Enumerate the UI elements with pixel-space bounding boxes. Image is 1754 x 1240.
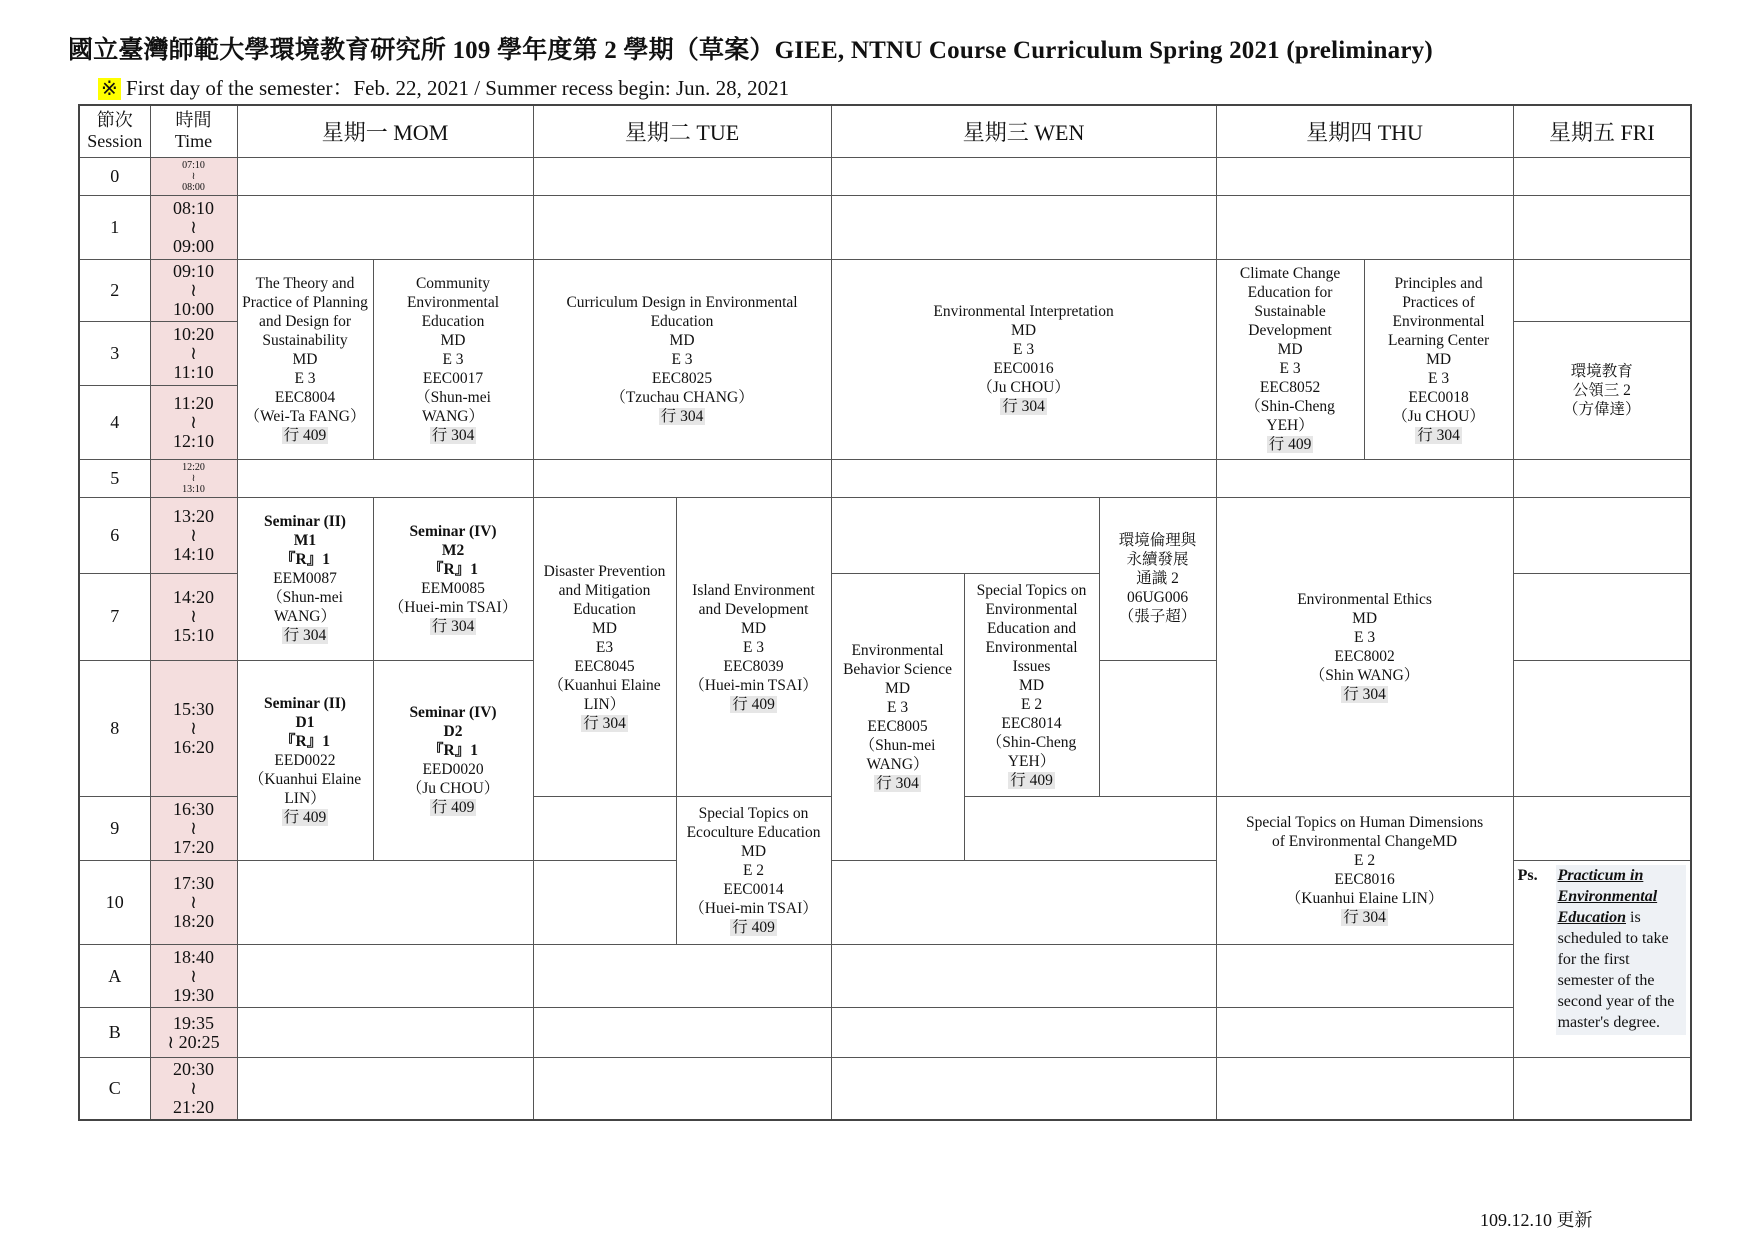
time-cell: 13:20 ≀ 14:10 — [150, 498, 237, 574]
session-row — [79, 195, 1691, 259]
time-cell: 12:20 ≀ 13:10 — [150, 460, 237, 498]
session-number: 10 — [79, 860, 150, 944]
course-line: （Huei-min TSAI） — [388, 598, 518, 616]
room-label: 行 304 — [1417, 426, 1460, 444]
course-title-line: 『R』1 — [280, 551, 330, 569]
course-cell — [533, 498, 676, 797]
room-label: 行 304 — [1002, 398, 1045, 416]
empty-cell — [1099, 660, 1216, 796]
course-line: （Ju CHOU） — [977, 379, 1070, 397]
course-cell — [373, 259, 533, 459]
course-line: E 3 — [442, 350, 464, 368]
course-title-line: M2 — [441, 541, 465, 559]
course-title-line: Seminar (IV) — [409, 704, 497, 722]
course-line: EEC8014 — [1001, 714, 1062, 732]
course-cell — [237, 259, 373, 459]
course-line: （Kuanhui Elaine LIN） — [1285, 890, 1444, 908]
session-row — [79, 1058, 1691, 1120]
course-line: （Huei-min TSAI） — [689, 899, 818, 917]
session-number: 9 — [79, 796, 150, 860]
empty-cell — [237, 1058, 533, 1120]
course-line: MD — [741, 842, 767, 860]
course-line: and Development — [698, 600, 809, 618]
course-line: Environmental — [985, 638, 1078, 656]
course-line: E 3 — [294, 369, 316, 387]
course-cell — [1099, 498, 1216, 660]
session-row — [79, 945, 1691, 1008]
course-line: E 3 — [742, 638, 765, 656]
update-date: 109.12.10 更新 — [1480, 1210, 1593, 1230]
empty-cell — [1513, 574, 1691, 660]
course-line: E 3 — [886, 699, 909, 717]
course-line: EEC8002 — [1334, 648, 1395, 665]
course-line: EEC0017 — [422, 369, 484, 387]
course-line: （Huei-min TSAI） — [689, 676, 818, 694]
course-title-line: M1 — [293, 532, 317, 550]
empty-cell — [831, 1058, 1216, 1120]
course-line: Issues — [1012, 657, 1051, 675]
empty-cell — [533, 195, 831, 259]
session-number: 1 — [79, 195, 150, 259]
course-cell — [1364, 259, 1513, 459]
room-label: 行 304 — [583, 714, 626, 732]
session-number: A — [79, 945, 150, 1008]
course-line: Environmental Ethics — [1297, 591, 1432, 608]
course-title-line: 『R』1 — [428, 742, 478, 760]
time-cell: 20:30 ≀ 21:20 — [150, 1058, 237, 1120]
course-line: MD — [1011, 322, 1037, 340]
empty-cell — [237, 460, 533, 498]
course-line: Sustainability — [262, 331, 348, 349]
course-line: EEC0016 — [993, 360, 1054, 378]
course-line: MD — [669, 331, 695, 349]
course-line: E 3 — [1013, 341, 1035, 359]
course-line: （Ju CHOU） — [1392, 407, 1485, 425]
course-line: Environmental — [406, 293, 500, 311]
course-line: EEC0018 — [1408, 388, 1469, 406]
course-line: Learning Center — [1387, 331, 1490, 349]
course-line: YEH） — [1007, 752, 1056, 770]
note-mark: ※ — [98, 78, 121, 100]
empty-cell — [1216, 945, 1513, 1008]
session-number: 5 — [79, 460, 150, 498]
time-cell: 14:20 ≀ 15:10 — [150, 574, 237, 660]
session-header: 節次 Session — [79, 105, 150, 157]
course-cell — [373, 498, 533, 660]
empty-cell — [533, 1058, 831, 1120]
course-line: EEC0014 — [723, 880, 784, 898]
time-cell: 18:40 ≀ 19:30 — [150, 945, 237, 1008]
day-header-thu: 星期四 THU — [1216, 105, 1513, 157]
time-cell: 15:30 ≀ 16:20 — [150, 660, 237, 796]
course-line: E 3 — [1428, 369, 1450, 387]
day-header-fri: 星期五 FRI — [1513, 105, 1691, 157]
course-line: Climate Change — [1239, 265, 1341, 283]
course-line: Ecoculture Education — [686, 823, 821, 841]
room-label: 行 304 — [876, 775, 919, 793]
course-line: EEC8052 — [1259, 379, 1321, 397]
course-line: Special Topics on — [698, 804, 809, 822]
course-line: Environmental — [851, 642, 944, 660]
course-line: EED0020 — [422, 761, 484, 779]
course-line: （方偉達） — [1563, 401, 1641, 419]
course-line: The Theory and — [255, 274, 355, 292]
course-line: Sustainable — [1254, 303, 1326, 321]
course-line: Development — [1248, 322, 1332, 340]
course-line: Curriculum Design in Environmental — [566, 293, 798, 311]
course-line: Behavior Science — [843, 661, 952, 679]
course-title-line: Seminar (II) — [264, 513, 346, 531]
time-cell: 08:10 ≀ 09:00 — [150, 195, 237, 259]
room-label: 行 304 — [660, 407, 704, 425]
course-line: （Tzuchau CHANG） — [610, 388, 754, 406]
course-line: WANG） — [274, 608, 336, 626]
course-line: 永續發展 — [1126, 551, 1189, 569]
course-line: WANG） — [422, 407, 484, 425]
course-line: EEC8005 — [867, 718, 928, 736]
empty-cell — [237, 860, 533, 944]
empty-cell — [1216, 460, 1513, 498]
course-line: Community — [415, 274, 491, 292]
course-line: Environmental — [1392, 312, 1485, 330]
course-line: （Wei-Ta FANG） — [244, 407, 366, 425]
course-title-line: Seminar (II) — [264, 694, 346, 712]
course-cell — [831, 259, 1216, 459]
course-line: EEC8016 — [1334, 871, 1395, 889]
room-label: 行 409 — [1268, 436, 1312, 454]
practicum-note — [1513, 860, 1691, 1057]
session-number: 4 — [79, 386, 150, 460]
course-line: Island Environment — [692, 581, 815, 599]
empty-cell — [831, 498, 1099, 574]
course-line: （Ju CHOU） — [406, 780, 500, 798]
course-cell — [831, 574, 964, 861]
course-line: （張子超） — [1118, 608, 1197, 626]
empty-cell — [1513, 195, 1691, 259]
course-line: （Shun-mei — [267, 589, 343, 607]
course-line: EEM0087 — [273, 570, 337, 588]
course-cell — [676, 498, 831, 797]
empty-cell — [831, 195, 1216, 259]
session-number: 0 — [79, 157, 150, 195]
course-line: MD — [1426, 350, 1452, 368]
course-line: （Shun-mei — [859, 737, 936, 755]
empty-cell — [237, 1008, 533, 1058]
room-label: 行 304 — [431, 617, 475, 635]
course-cell — [237, 498, 373, 660]
session-number: 8 — [79, 660, 150, 796]
course-line: MD — [292, 350, 318, 368]
empty-cell — [831, 157, 1216, 195]
course-title-line: 『R』1 — [428, 560, 478, 578]
session-number: 2 — [79, 259, 150, 321]
course-line: YEH） — [1266, 417, 1314, 435]
course-line: EEC8004 — [274, 388, 336, 406]
empty-cell — [533, 1008, 831, 1058]
empty-cell — [533, 860, 676, 944]
course-line: and Mitigation — [558, 581, 651, 599]
day-header-tue: 星期二 TUE — [533, 105, 831, 157]
empty-cell — [237, 157, 533, 195]
ps-label: Ps. — [1517, 866, 1538, 884]
room-label: 行 409 — [732, 918, 775, 936]
session-row — [79, 1008, 1691, 1058]
course-cell — [676, 796, 831, 944]
course-line: （Shin-Cheng — [986, 733, 1077, 751]
course-line: 環境教育 — [1570, 363, 1633, 381]
empty-cell — [1216, 1058, 1513, 1120]
course-line: EEC8045 — [574, 657, 635, 675]
time-cell: 10:20 ≀ 11:10 — [150, 321, 237, 385]
room-label: 行 409 — [1010, 771, 1053, 789]
room-label: 行 304 — [1343, 686, 1386, 703]
empty-cell — [1513, 498, 1691, 574]
room-label: 行 304 — [431, 426, 475, 444]
room-label: 行 409 — [283, 426, 327, 444]
room-label: 行 409 — [283, 808, 327, 826]
course-line: Practices of — [1402, 293, 1475, 311]
course-line: Education for — [1247, 284, 1333, 302]
course-line: EEC8039 — [723, 657, 784, 675]
course-cell — [533, 259, 831, 459]
course-line: LIN） — [284, 789, 326, 807]
course-line: 環境倫理與 — [1118, 532, 1197, 550]
session-row — [79, 498, 1691, 574]
session-row — [79, 259, 1691, 321]
course-line: Environmental — [985, 600, 1078, 618]
course-line: MD — [440, 331, 466, 349]
course-line: E 2 — [1020, 695, 1043, 713]
course-cell — [1216, 259, 1364, 459]
session-number: C — [79, 1058, 150, 1120]
page-title: 國立臺灣師範大學環境教育研究所 109 學年度第 2 學期（草案）GIEE, NTNU Course Curriculum Spring 2021 (preliminary) — [68, 37, 1433, 64]
session-number: 6 — [79, 498, 150, 574]
course-line: Special Topics on Human Dimensions — [1245, 814, 1484, 832]
course-title-line: 『R』1 — [280, 732, 330, 750]
empty-cell — [533, 157, 831, 195]
curriculum-table — [78, 104, 1692, 1121]
course-line: Education — [573, 600, 636, 618]
empty-cell — [1513, 259, 1691, 321]
course-line: EEM0085 — [421, 579, 485, 597]
course-line: EED0022 — [274, 751, 336, 769]
empty-cell — [964, 796, 1216, 860]
room-label: 行 304 — [1343, 909, 1386, 927]
course-line: WANG） — [866, 756, 929, 774]
course-title-line: D1 — [295, 713, 315, 731]
room-label: 行 304 — [283, 627, 327, 645]
course-line: MD — [1352, 610, 1378, 627]
course-line: of Environmental ChangeMD — [1272, 833, 1458, 851]
course-cell — [1216, 498, 1513, 797]
course-cell — [237, 660, 373, 860]
room-label: 行 409 — [732, 695, 775, 713]
empty-cell — [237, 945, 533, 1008]
course-cell — [964, 574, 1099, 796]
empty-cell — [1216, 1008, 1513, 1058]
session-number: 7 — [79, 574, 150, 660]
course-line: 通識 2 — [1136, 570, 1179, 588]
session-row — [79, 460, 1691, 498]
course-line: 06UG006 — [1126, 589, 1189, 607]
course-line: E 3 — [1354, 629, 1376, 646]
time-cell: 07:10 ≀ 08:00 — [150, 157, 237, 195]
course-line: E3 — [595, 638, 614, 656]
course-line: Disaster Prevention — [543, 562, 666, 580]
course-title-line: D2 — [443, 723, 463, 741]
course-line: MD — [1019, 676, 1045, 694]
time-cell: 17:30 ≀ 18:20 — [150, 860, 237, 944]
empty-cell — [831, 1008, 1216, 1058]
session-row — [79, 157, 1691, 195]
course-line: and Design for — [258, 312, 352, 330]
course-line: EEC8025 — [651, 369, 713, 387]
course-cell — [1513, 321, 1691, 459]
empty-cell — [1216, 157, 1513, 195]
empty-cell — [237, 195, 533, 259]
day-header-mon: 星期一 MOM — [237, 105, 533, 157]
session-number: B — [79, 1008, 150, 1058]
empty-cell — [831, 945, 1216, 1008]
time-header: 時間 Time — [150, 105, 237, 157]
day-header-wed: 星期三 WEN — [831, 105, 1216, 157]
empty-cell — [831, 460, 1216, 498]
semester-note — [98, 72, 789, 102]
header-row — [79, 105, 1691, 157]
course-line: （Kuanhui Elaine — [548, 676, 661, 694]
empty-cell — [831, 860, 1216, 944]
course-line: （Kuanhui Elaine — [248, 770, 362, 788]
course-line: Environmental Interpretation — [933, 303, 1114, 321]
course-line: Practice of Planning — [242, 293, 368, 311]
course-line: Education — [650, 312, 714, 330]
time-cell: 16:30 ≀ 17:20 — [150, 796, 237, 860]
empty-cell — [533, 945, 831, 1008]
course-line: MD — [592, 619, 617, 637]
course-line: MD — [1277, 341, 1303, 359]
course-line: （Shin WANG） — [1309, 667, 1420, 684]
course-cell — [373, 660, 533, 860]
course-line: Education and — [986, 619, 1077, 637]
course-line: 公領三 2 — [1572, 382, 1631, 400]
course-line: （Shin-Cheng — [1245, 398, 1335, 416]
course-line: Education — [421, 312, 485, 330]
time-cell: 19:35 ≀ 20:25 — [150, 1008, 237, 1058]
empty-cell — [1216, 195, 1513, 259]
room-label: 行 409 — [431, 799, 475, 817]
empty-cell — [1513, 157, 1691, 195]
time-cell: 11:20 ≀ 12:10 — [150, 386, 237, 460]
course-line: MD — [885, 680, 911, 698]
note-text: First day of the semester：Feb. 22, 2021 / Summer recess begin: Jun. 28, 2021 — [126, 76, 790, 100]
empty-cell — [1513, 796, 1691, 860]
ps-emphasis: Practicum in Environmental Education — [1557, 866, 1658, 926]
course-title-line: Seminar (IV) — [409, 522, 497, 540]
empty-cell — [1513, 660, 1691, 796]
course-line: （Shun-mei — [415, 388, 491, 406]
course-cell — [1216, 796, 1513, 944]
course-line: Principles and — [1394, 274, 1483, 292]
session-number: 3 — [79, 321, 150, 385]
course-line: E 3 — [671, 350, 693, 368]
empty-cell — [1513, 1058, 1691, 1120]
course-line: E 3 — [1279, 360, 1301, 378]
time-cell: 09:10 ≀ 10:00 — [150, 259, 237, 321]
ps-text: is scheduled to take for the first semester of the second year of the master's degree. — [1557, 908, 1675, 1031]
empty-cell — [533, 460, 831, 498]
course-line: E 2 — [1354, 852, 1376, 870]
course-line: LIN） — [583, 695, 626, 713]
empty-cell — [1513, 460, 1691, 498]
course-line: MD — [741, 619, 767, 637]
course-line: E 2 — [742, 861, 765, 879]
course-line: Special Topics on — [976, 581, 1087, 599]
empty-cell — [533, 796, 676, 860]
